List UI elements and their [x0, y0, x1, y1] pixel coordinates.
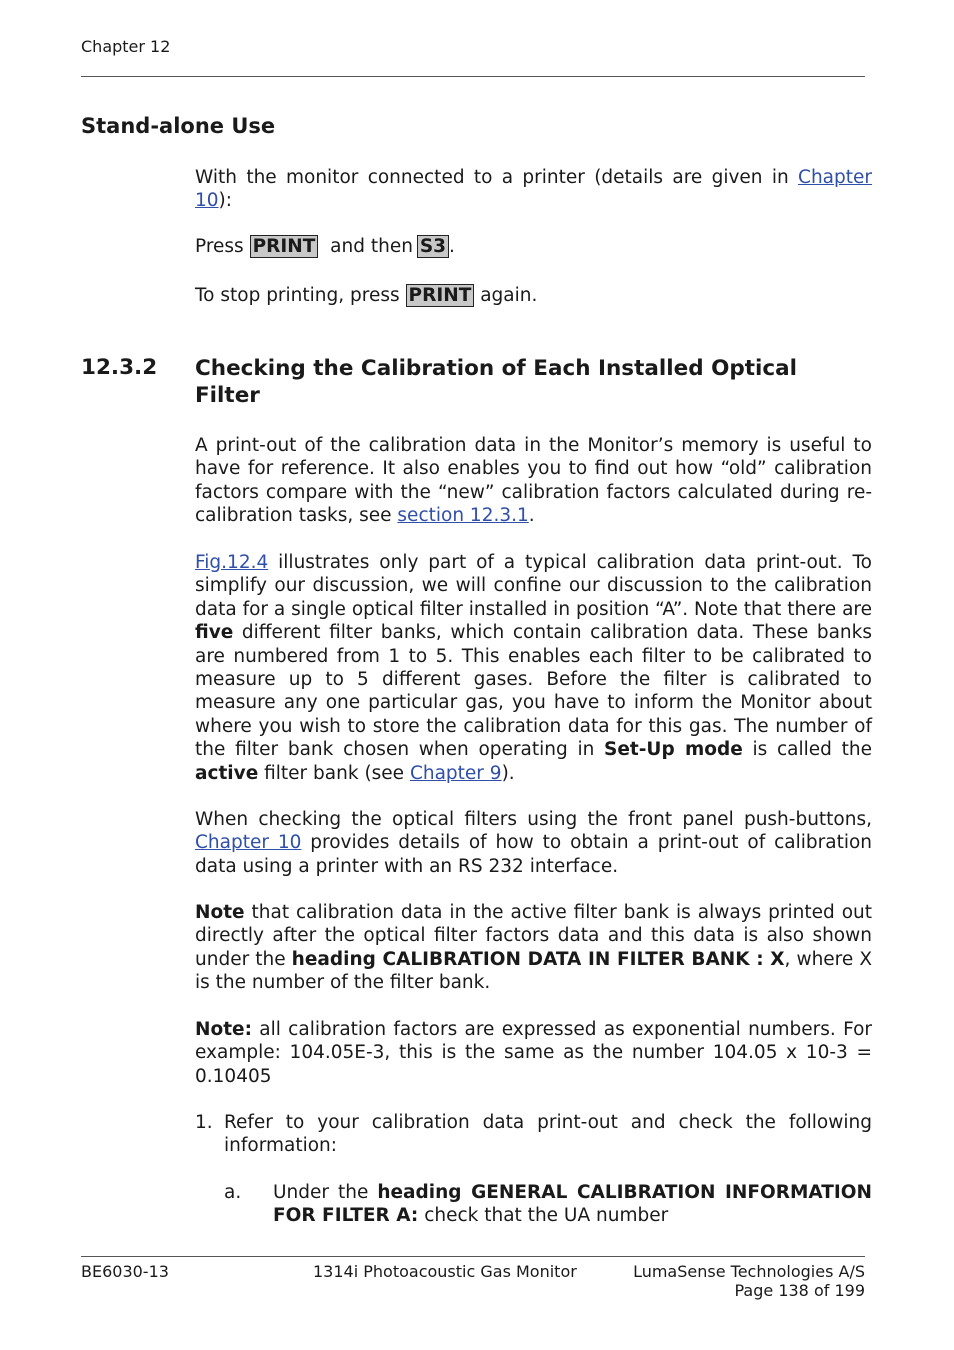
footer-doc-id: BE6030-13 [81, 1262, 169, 1281]
chapter-10-link-2[interactable]: Chapter 10 [195, 832, 302, 854]
print-key-stop: PRINT [406, 284, 475, 307]
footer-rule [81, 1256, 865, 1257]
section-title: Checking the Calibration of Each Installed Optical Filter [195, 356, 798, 408]
section-number: 12.3.2 [81, 355, 158, 380]
list-item-1: 1. Refer to your calibration data print-out and check the following information: [195, 1112, 872, 1157]
footer-page-number: Page 138 of 199 [734, 1281, 865, 1300]
print-key: PRINT [250, 235, 319, 258]
chapter-9-link[interactable]: Chapter 9 [409, 762, 502, 784]
paragraph-printout: A print-out of the calibration data in the Monitor’s memory is useful to have for reference. It also enables you to find out how “old” calibration factors compare with the “new” calibration factors calculated during re-calibration tasks, see section 12.3.1. [195, 435, 872, 527]
press-print-line: Press PRINT and then S3 . [195, 236, 455, 257]
fig-12-4-link[interactable]: Fig.12.4 [195, 552, 269, 573]
subsection-heading: Stand-alone Use [81, 114, 276, 138]
running-header: Chapter 12 [81, 37, 171, 56]
stop-printing-line: To stop printing, press PRINT again. [195, 285, 538, 306]
note-active-bank: Note that calibration data in the active filter bank is always printed out directly after the optical filter factors data and this data is also shown under the heading CALIBRATION DATA IN FILTER BANK : X, where X is the number of the filter bank. [195, 902, 872, 994]
note-exponential: Note: all calibration factors are expressed as exponential numbers. For example: 104.05E-3, this is the same as the number 104.05 x 10-3 = 0.10405 [195, 1019, 872, 1087]
s3-key: S3 [417, 235, 449, 258]
list-item-a: a. Under the heading GENERAL CALIBRATION INFORMATION FOR FILTER A: check that the UA number [224, 1182, 872, 1227]
paragraph-push-buttons: When checking the optical filters using the front panel push-buttons, Chapter 10 provides details of how to obtain a print-out of calibration data using a printer with an RS 232 interface. [195, 809, 873, 877]
footer-product: 1314i Photoacoustic Gas Monitor [313, 1262, 577, 1281]
header-rule [81, 76, 865, 77]
list-letter: a. [224, 1182, 242, 1203]
footer-company: LumaSense Technologies A/S [633, 1262, 865, 1281]
chapter-10-link[interactable]: Chapter 10 [195, 167, 872, 212]
section-12-3-1-link[interactable]: section 12.3.1 [397, 505, 529, 527]
list-number: 1. [195, 1112, 213, 1133]
paragraph-fig: Fig.12.4 illustrates only part of a typical calibration data print-out. To simplify our discussion, we will confine our discussion to the calibration data for a single optical filter installed in position “A”. Note that there are five different filter banks, which contain calibration data. These banks are numbered from 1 to 5. This enables each filter to be calibrated to measure up to 5 different gases. Before the filter is calibrated to measure any one particular gas, you have to inform the Monitor about where you wish to store the calibration data for this gas. The number of the filter bank chosen when operating in Set-Up mode is called the active filter bank (see Chapter 9). [195, 552, 872, 784]
standalone-paragraph: With the monitor connected to a printer (details are given in Chapter 10): [195, 167, 872, 212]
